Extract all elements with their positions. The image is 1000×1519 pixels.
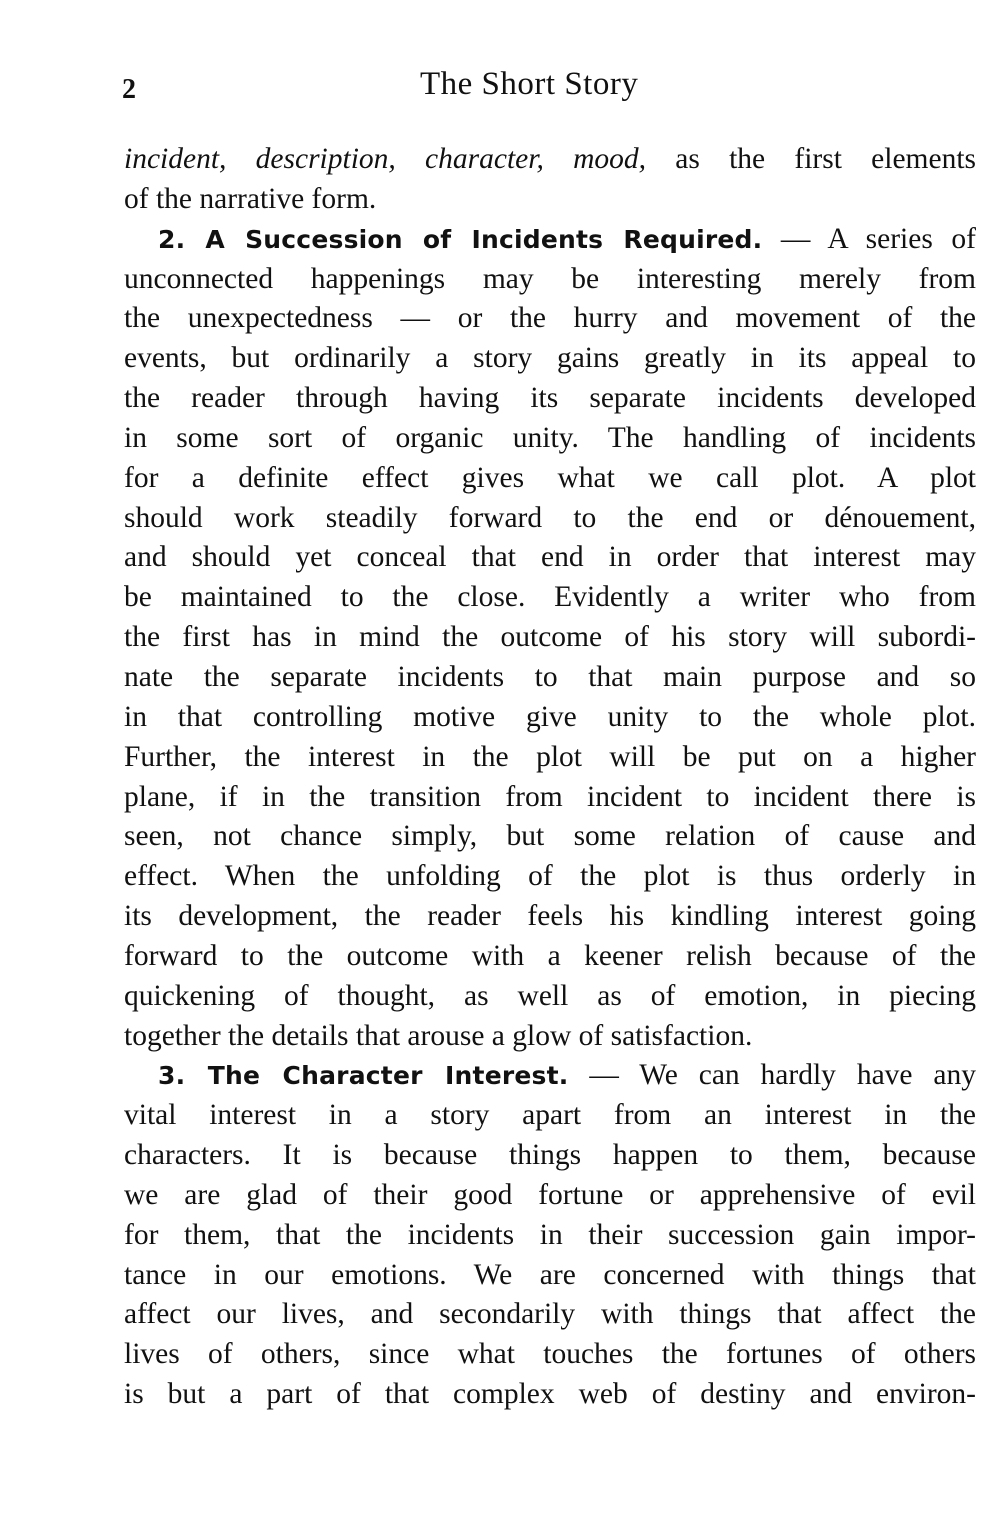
text-line (124, 897, 976, 937)
line-text: for a definite effect gives what we call plot. A plot (124, 461, 976, 494)
line-text: the first has in mind the outcome of his story will subordi- (124, 621, 976, 654)
line-text: be maintained to the close. Evidently a writer who from (124, 581, 976, 614)
text-line (124, 1335, 976, 1375)
text-line (124, 220, 976, 260)
line-text: affect our lives, and secondarily with things that affect the (124, 1298, 976, 1331)
line-text: the reader through having its separate incidents developed (124, 382, 976, 415)
line-text: quickening of thought, as well as of emotion, in piecing (124, 979, 976, 1012)
line-text: incident, description, character, mood, as the first elements (124, 143, 976, 175)
line-text: in that controlling motive give unity to the whole plot. (124, 700, 976, 733)
line-text: — A series of (762, 222, 976, 255)
text-line (124, 1096, 976, 1136)
text-line (124, 857, 976, 897)
text-line (124, 379, 976, 419)
running-head (122, 66, 982, 116)
text-line (124, 538, 976, 578)
line-text: its development, the reader feels his kindling interest going (124, 900, 976, 933)
line-text: nate the separate incidents to that main purpose and so (124, 660, 976, 693)
line-text: vital interest in a story apart from an interest in the (124, 1099, 976, 1132)
section-heading: 2. A Succession of Incidents Required. (158, 224, 763, 254)
text-line (124, 140, 976, 180)
text-line (124, 1176, 976, 1216)
text-line (124, 1375, 976, 1415)
line-text: should work steadily forward to the end or dénouement, (124, 501, 976, 534)
text-line (124, 778, 976, 818)
text-line (124, 339, 976, 379)
text-line (124, 817, 976, 857)
text-line (124, 1056, 976, 1096)
line-text: the unexpectedness — or the hurry and movement of the (124, 302, 976, 335)
line-text: unconnected happenings may be interesting merely from (124, 262, 976, 295)
text-line (124, 1256, 976, 1296)
text-line (124, 499, 976, 539)
italic-term: incident, (124, 143, 227, 175)
line-text: for them, that the incidents in their succession gain impor- (124, 1218, 976, 1251)
line-text: lives of others, since what touches the fortunes of others (124, 1338, 976, 1371)
body-text (124, 140, 976, 1415)
page-number: 2 (122, 74, 136, 105)
line-text: — We can hardly have any (568, 1059, 977, 1092)
line-text: and should yet conceal that end in order that interest may (124, 541, 976, 574)
line-text: tance in our emotions. We are concerned with things that (124, 1258, 976, 1291)
italic-term: character, (425, 143, 544, 175)
italic-term: description, (255, 143, 396, 175)
text-line (124, 1136, 976, 1176)
section-heading: 3. The Character Interest. (158, 1061, 569, 1091)
text-line (124, 658, 976, 698)
text-line (124, 578, 976, 618)
text-line (124, 419, 976, 459)
text-line (124, 1295, 976, 1335)
line-text: of the narrative form. (124, 182, 377, 215)
text-line (124, 1017, 976, 1057)
line-text: plane, if in the transition from incident to incident there is (124, 780, 976, 813)
line-text: Further, the interest in the plot will be put on a higher (124, 740, 976, 773)
line-text: characters. It is because things happen to them, because (124, 1139, 976, 1172)
text-line (124, 698, 976, 738)
line-text: events, but ordinarily a story gains greatly in its appeal to (124, 342, 976, 375)
line-text: is but a part of that complex web of destiny and environ- (124, 1378, 976, 1411)
text-line (124, 937, 976, 977)
line-text: we are glad of their good fortune or apprehensive of evil (124, 1178, 976, 1211)
text-line (124, 299, 976, 339)
italic-term: mood, (573, 143, 647, 175)
line-text: together the details that arouse a glow of satisfaction. (124, 1019, 753, 1052)
line-text: forward to the outcome with a keener relish because of the (124, 939, 976, 972)
running-title: The Short Story (420, 66, 639, 102)
text-line (124, 260, 976, 300)
text-line (124, 1216, 976, 1256)
text-line (124, 977, 976, 1017)
line-text: effect. When the unfolding of the plot is thus orderly in (124, 860, 976, 893)
text-line (124, 738, 976, 778)
text-line (124, 180, 976, 220)
text-line (124, 618, 976, 658)
line-text: in some sort of organic unity. The handling of incidents (124, 421, 976, 454)
line-text: seen, not chance simply, but some relation of cause and (124, 820, 976, 853)
text-line (124, 459, 976, 499)
